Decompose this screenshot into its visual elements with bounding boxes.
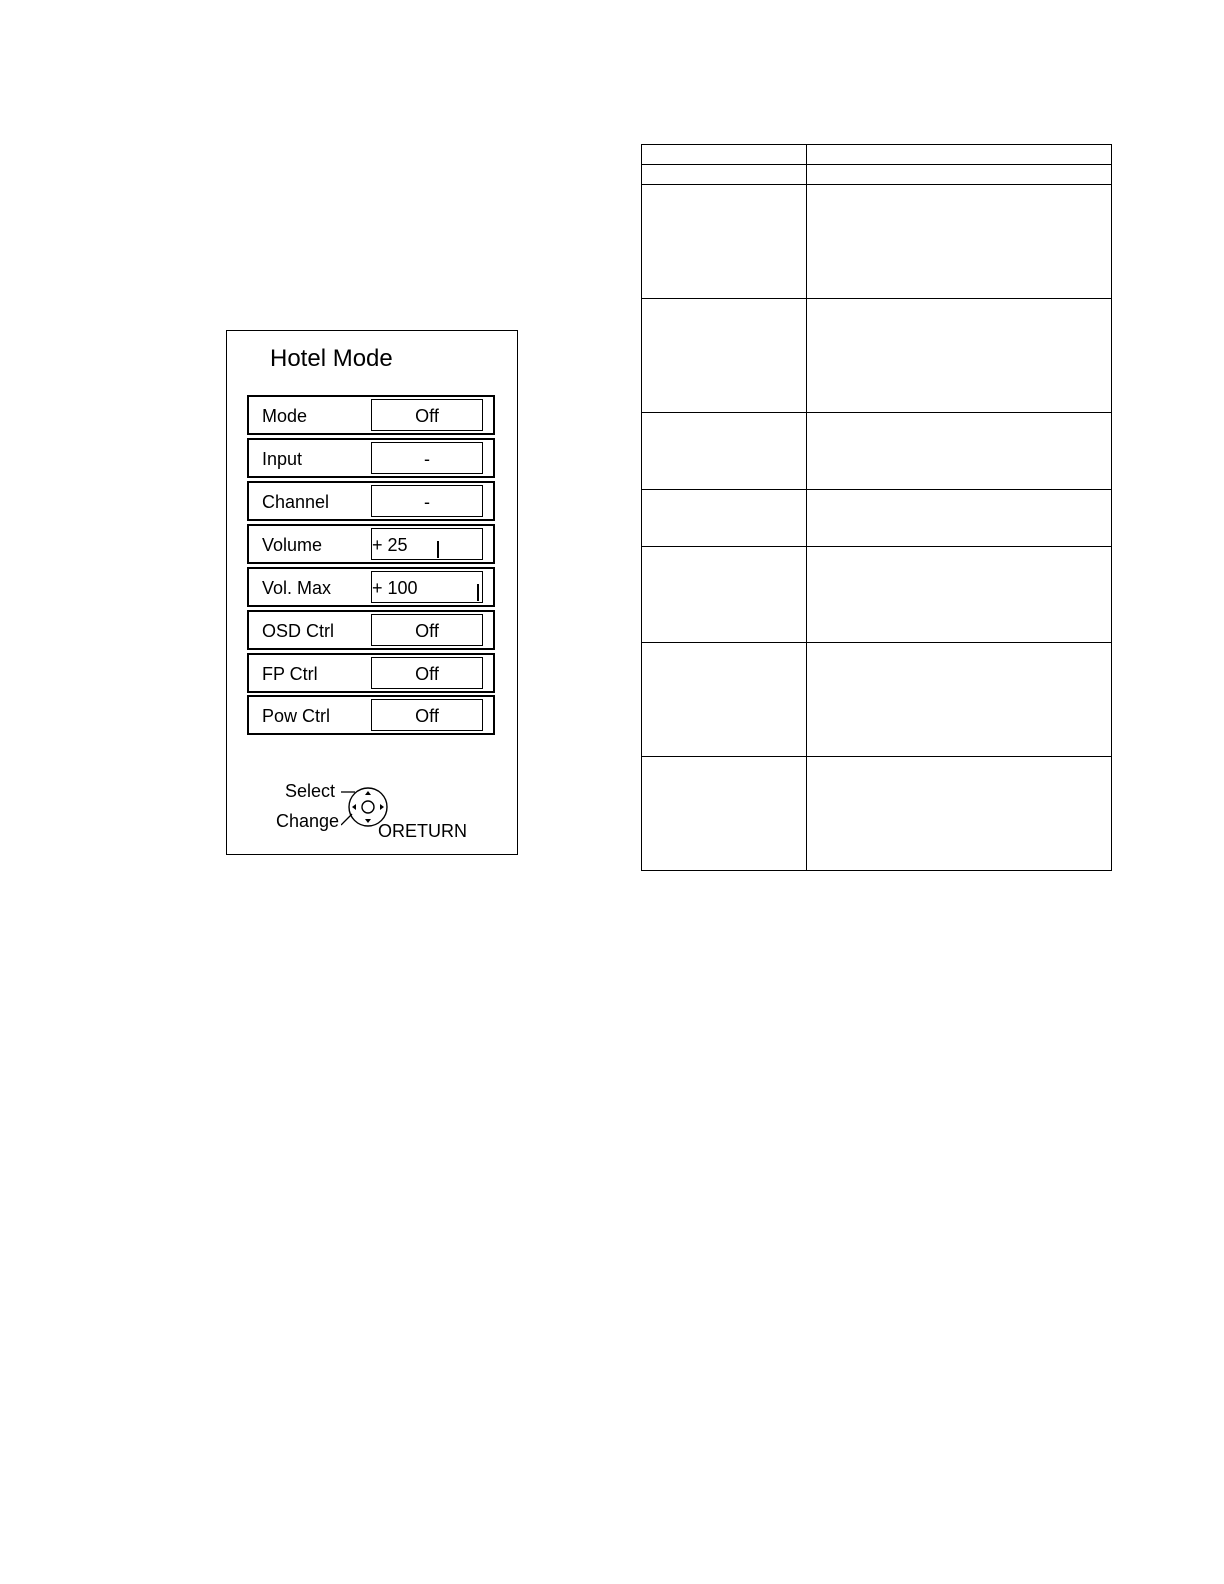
table-row xyxy=(642,490,1112,547)
table-row xyxy=(642,643,1112,757)
row-value: - xyxy=(424,492,430,512)
row-label: Mode xyxy=(262,406,308,426)
volume-level-marker xyxy=(437,541,439,558)
table-cell-item xyxy=(642,299,807,413)
input-value-box[interactable] xyxy=(371,442,483,474)
table-row xyxy=(642,547,1112,643)
select-hint: Select xyxy=(285,781,336,801)
table-cell-description xyxy=(807,547,1112,643)
vol-max-slider[interactable] xyxy=(371,571,483,603)
channel-value-box[interactable] xyxy=(371,485,483,517)
table-cell-description xyxy=(807,413,1112,490)
table-cell-description xyxy=(807,490,1112,547)
table-cell-item xyxy=(642,185,807,299)
row-label: Vol. Max xyxy=(262,578,332,598)
menu-row-pow-ctrl[interactable] xyxy=(247,695,495,735)
table-cell-item xyxy=(642,145,807,165)
change-hint: Change xyxy=(276,811,340,831)
table-cell-item xyxy=(642,547,807,643)
return-label: RETURN xyxy=(392,821,468,841)
row-label: FP Ctrl xyxy=(262,664,318,684)
row-label: Pow Ctrl xyxy=(262,706,331,726)
table-row xyxy=(642,185,1112,299)
table-cell-description xyxy=(807,643,1112,757)
table-row xyxy=(642,165,1112,185)
row-value: Off xyxy=(415,664,439,684)
menu-row-vol-max[interactable] xyxy=(247,567,495,607)
return-circle-icon: O xyxy=(378,821,393,841)
table-cell-item xyxy=(642,413,807,490)
menu-row-channel[interactable] xyxy=(247,481,495,521)
menu-row-fp-ctrl[interactable] xyxy=(247,653,495,693)
table-row xyxy=(642,299,1112,413)
row-label: OSD Ctrl xyxy=(262,621,334,641)
row-value: + 25 xyxy=(372,535,408,555)
table-row xyxy=(642,413,1112,490)
row-value: - xyxy=(424,449,430,469)
table-cell-item xyxy=(642,490,807,547)
volume-slider[interactable] xyxy=(371,528,483,560)
table-cell-description xyxy=(807,185,1112,299)
row-label: Volume xyxy=(262,535,323,555)
hotel-mode-menu xyxy=(226,330,518,855)
vol-max-level-marker xyxy=(477,584,479,601)
row-label: Channel xyxy=(262,492,330,512)
table-cell-description xyxy=(807,145,1112,165)
menu-row-input[interactable] xyxy=(247,438,495,478)
table-cell-item xyxy=(642,165,807,185)
return-hint xyxy=(378,821,467,842)
table-cell-item xyxy=(642,643,807,757)
table-cell-item xyxy=(642,757,807,871)
osd-ctrl-value-box[interactable] xyxy=(371,614,483,646)
table-cell-description xyxy=(807,299,1112,413)
fp-ctrl-value-box[interactable] xyxy=(371,657,483,689)
menu-row-mode[interactable] xyxy=(247,395,495,435)
table-row xyxy=(642,757,1112,871)
settings-description-table xyxy=(641,144,1112,871)
row-value: + 100 xyxy=(372,578,418,598)
row-value: Off xyxy=(415,406,439,426)
table-cell-description xyxy=(807,757,1112,871)
row-label: Input xyxy=(262,449,303,469)
table-cell-description xyxy=(807,165,1112,185)
table-row xyxy=(642,145,1112,165)
row-value: Off xyxy=(415,621,439,641)
row-value: Off xyxy=(415,706,439,726)
menu-title: Hotel Mode xyxy=(270,345,393,372)
menu-row-osd-ctrl[interactable] xyxy=(247,610,495,650)
pow-ctrl-value-box[interactable] xyxy=(371,699,483,731)
mode-value-box[interactable] xyxy=(371,399,483,431)
menu-row-volume[interactable] xyxy=(247,524,495,564)
